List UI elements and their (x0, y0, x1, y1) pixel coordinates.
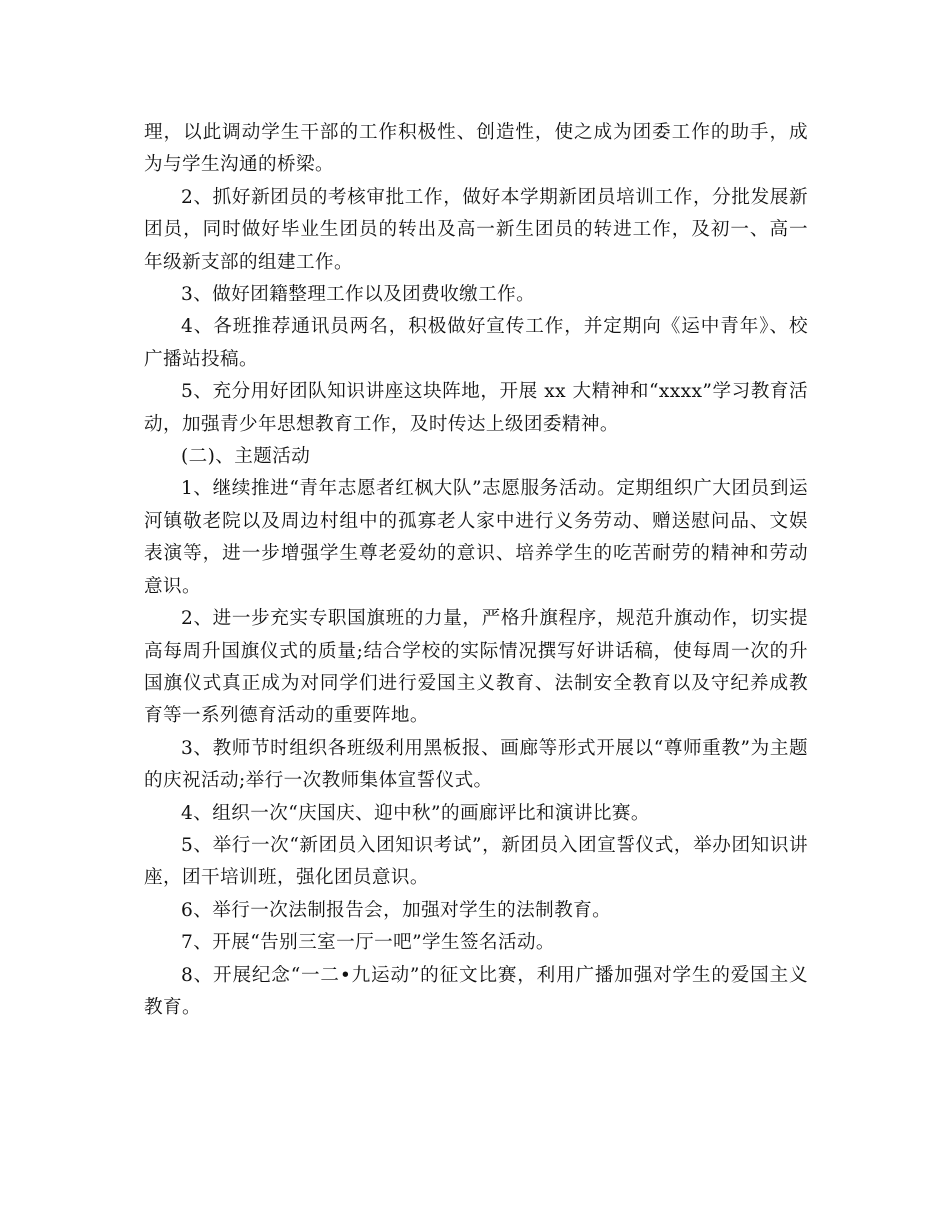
paragraph: 3、做好团籍整理工作以及团费收缴工作。 (181, 284, 536, 306)
document-body (144, 117, 808, 1024)
paragraph: 理，以此调动学生干部的工作积极性、创造性，使之成为团委工作的助手，成为与学生沟通的桥梁。 (144, 122, 808, 176)
paragraph: 3、教师节时组织各班级利用黑板报、画廊等形式开展以“尊师重教”为主题的庆祝活动;举行一次教师集体宣誓仪式。 (144, 737, 808, 792)
paragraph: 2、进一步充实专职国旗班的力量，严格升旗程序，规范升旗动作，切实提高每周升国旗仪式的质量;结合学校的实际情况撰写好讲话稿，使每周一次的升国旗仪式真正成为对同学们进行爱国主义教育、法制安全教育以及守纪养成教育等一系列德育活动的重要阵地。 (144, 608, 808, 727)
paragraph: 4、组织一次“庆国庆、迎中秋”的画廊评比和演讲比赛。 (181, 802, 650, 824)
paragraph: 1、继续推进“青年志愿者红枫大队”志愿服务活动。定期组织广大团员到运河镇敬老院以及周边村组中的孤寡老人家中进行义务劳动、赠送慰问品、文娱表演等，进一步增强学生尊老爱幼的意识、培养学生的吃苦耐劳的精神和劳动意识。 (144, 478, 808, 597)
section-heading: (二)、主题活动 (181, 446, 311, 468)
paragraph: 2、抓好新团员的考核审批工作，做好本学期新团员培训工作，分批发展新团员，同时做好毕业生团员的转出及高一新生团员的转进工作，及初一、高一年级新支部的组建工作。 (144, 186, 808, 273)
paragraph: 8、开展纪念“一二•九运动”的征文比赛，利用广播加强对学生的爱国主义教育。 (144, 964, 808, 1018)
paragraph: 4、各班推荐通讯员两名，积极做好宣传工作，并定期向《运中青年》、校广播站投稿。 (144, 316, 808, 370)
paragraph: 5、举行一次“新团员入团知识考试”，新团员入团宣誓仪式，举办团知识讲座，团干培训班，强化团员意识。 (144, 834, 808, 889)
paragraph: 5、充分用好团队知识讲座这块阵地，开展 xx 大精神和“xxxx”学习教育活动，加强青少年思想教育工作，及时传达上级团委精神。 (144, 381, 808, 435)
paragraph: 7、开展“告别三室一厅一吧”学生签名活动。 (181, 932, 555, 954)
paragraph: 6、举行一次法制报告会，加强对学生的法制教育。 (181, 899, 612, 921)
